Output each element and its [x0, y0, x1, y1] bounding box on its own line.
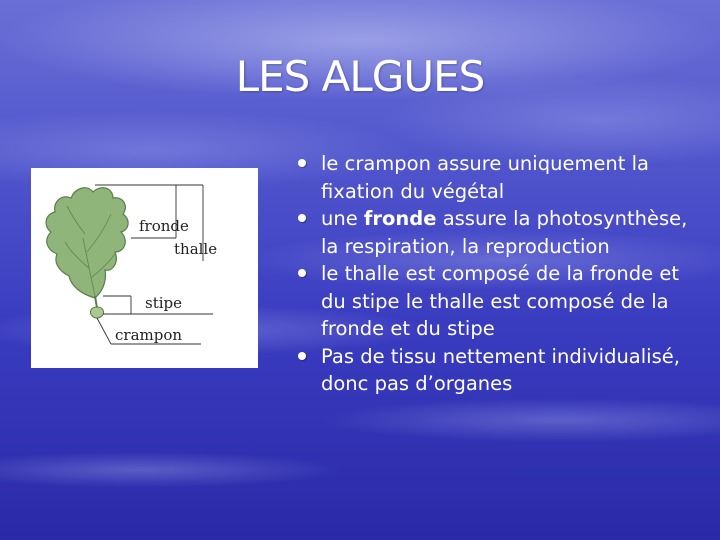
- label-fronde: fronde: [139, 217, 189, 235]
- bullet-text-bold: fronde: [363, 207, 437, 230]
- bullet-dot-icon: [298, 159, 306, 167]
- bullet-list: [296, 150, 706, 398]
- bullet-text: le thalle est composé de la fronde et du stipe le thalle est composé de la fronde et du stipe: [321, 262, 680, 340]
- slide-title: LES ALGUES: [235, 52, 485, 101]
- algae-diagram: [31, 168, 258, 368]
- bullet-item-thalle: [296, 260, 706, 343]
- bullet-dot-icon: [298, 214, 306, 222]
- label-stipe: stipe: [145, 294, 183, 312]
- bullet-item-crampon: [296, 150, 706, 205]
- bullet-item-tissu: [296, 343, 706, 398]
- algae-frond-drawing: [46, 188, 128, 298]
- label-crampon: crampon: [115, 326, 183, 344]
- bullet-text: le crampon assure uniquement la fixation du végétal: [321, 152, 650, 203]
- bullet-item-fronde: [296, 205, 706, 260]
- crampon-drawing: [90, 307, 103, 318]
- stipe-drawing: [95, 296, 97, 308]
- bullet-text: Pas de tissu nettement individualisé, donc pas d’organes: [321, 344, 680, 395]
- bullet-dot-icon: [298, 352, 306, 360]
- bullet-dot-icon: [298, 269, 306, 277]
- label-thalle: thalle: [174, 240, 218, 258]
- bullet-text-post: assure la photosynthèse, la respiration, la reproduction: [321, 207, 688, 258]
- bullet-text-pre: une: [321, 207, 364, 230]
